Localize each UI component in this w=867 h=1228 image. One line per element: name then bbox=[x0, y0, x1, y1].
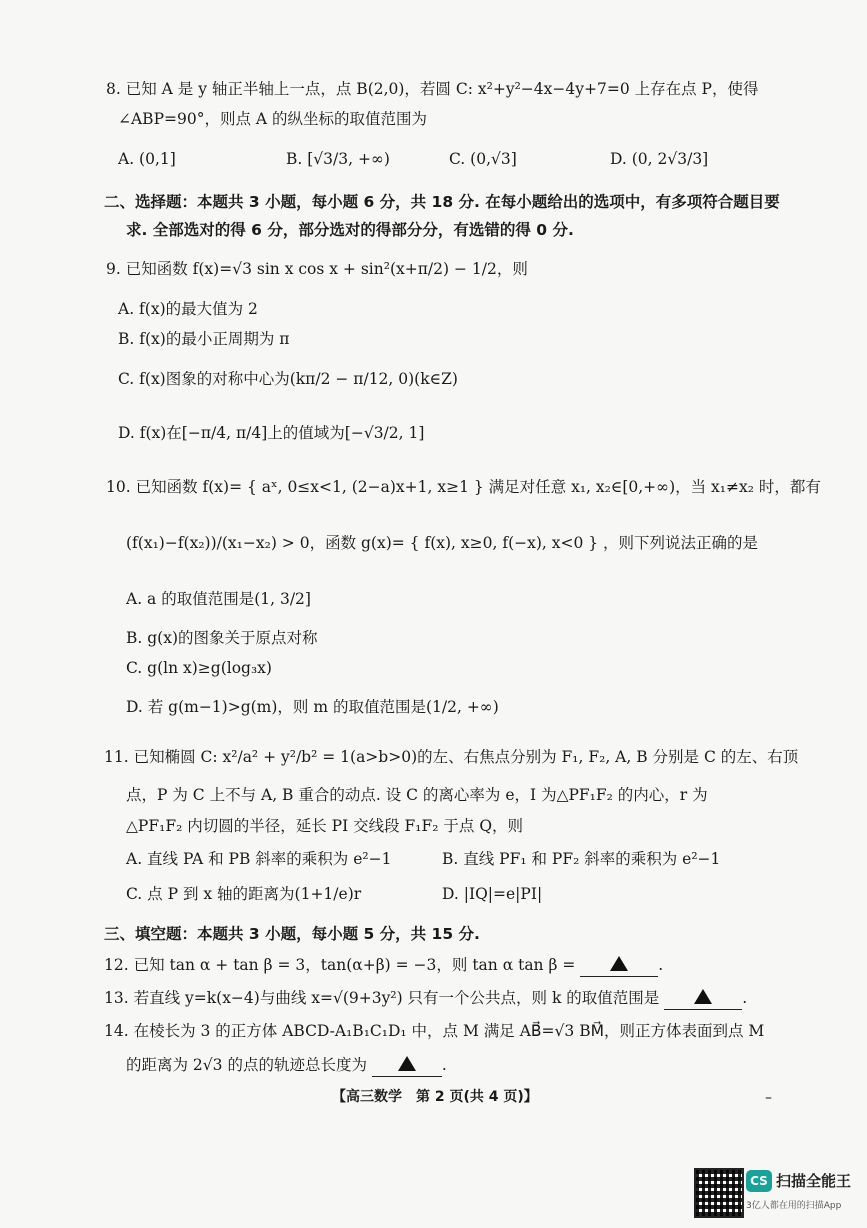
q13-answer-blank[interactable] bbox=[664, 987, 742, 1010]
q12-answer-blank[interactable] bbox=[580, 954, 658, 977]
q10-option-d: D. 若 g(m−1)>g(m)，则 m 的取值范围是(1/2, +∞) bbox=[126, 698, 499, 716]
q8-line2: ∠ABP=90°，则点 A 的纵坐标的取值范围为 bbox=[118, 110, 428, 128]
q14-text: 的距离为 2√3 的点的轨迹总长度为 bbox=[126, 1056, 367, 1074]
q11-line2: 点，P 为 C 上不与 A, B 重合的动点. 设 C 的离心率为 e，I 为△PF₁F₂ 的内心，r 为 bbox=[126, 786, 708, 804]
q12-text: 12. 已知 tan α + tan β = 3，tan(α+β) = −3，则 tan α tan β = bbox=[104, 956, 576, 974]
q11-option-a: A. 直线 PA 和 PB 斜率的乘积为 e²−1 bbox=[126, 850, 392, 868]
q10-option-c: C. g(ln x)≥g(log₃x) bbox=[126, 659, 272, 677]
scanner-app-name: 扫描全能王 bbox=[776, 1172, 852, 1190]
footer-dash: – bbox=[765, 1090, 772, 1106]
q13-text: 13. 若直线 y=k(x−4)与曲线 x=√(9+3y²) 只有一个公共点，则 k 的取值范围是 bbox=[104, 989, 660, 1007]
section-3-title: 三、填空题：本题共 3 小题，每小题 5 分，共 15 分. bbox=[104, 925, 480, 943]
q12: 12. 已知 tan α + tan β = 3，tan(α+β) = −3，则 tan α tan β = . bbox=[104, 954, 663, 977]
q9-option-d: D. f(x)在[−π/4, π/4]上的值域为[−√3/2, 1] bbox=[118, 424, 425, 442]
qr-code-icon bbox=[694, 1168, 744, 1218]
q9-option-a: A. f(x)的最大值为 2 bbox=[118, 300, 258, 318]
q8-option-b: B. [√3/3, +∞) bbox=[286, 150, 390, 168]
answer-triangle-icon bbox=[610, 956, 628, 971]
camscanner-logo-icon: CS bbox=[746, 1170, 772, 1192]
page-footer: 【高三数学 第 2 页(共 4 页)】 bbox=[332, 1089, 538, 1105]
section-2-line1: 二、选择题：本题共 3 小题，每小题 6 分，共 18 分. 在每小题给出的选项中，有多项符合题目要 bbox=[104, 193, 780, 211]
q10-line1: 10. 已知函数 f(x)= { aˣ, 0≤x<1, (2−a)x+1, x≥1 } 满足对任意 x₁, x₂∈[0,+∞)，当 x₁≠x₂ 时，都有 bbox=[106, 478, 821, 496]
q8-line1: 8. 已知 A 是 y 轴正半轴上一点，点 B(2,0)，若圆 C: x²+y²−4x−4y+7=0 上存在点 P，使得 bbox=[106, 80, 759, 98]
section-2-line2: 求. 全部选对的得 6 分，部分选对的得部分分，有选错的得 0 分. bbox=[126, 221, 574, 239]
scanner-app-tagline: 3亿人都在用的扫描App bbox=[746, 1201, 842, 1211]
answer-triangle-icon bbox=[694, 989, 712, 1004]
answer-triangle-icon bbox=[398, 1056, 416, 1071]
q10-option-b: B. g(x)的图象关于原点对称 bbox=[126, 629, 318, 647]
q13: 13. 若直线 y=k(x−4)与曲线 x=√(9+3y²) 只有一个公共点，则 k 的取值范围是 . bbox=[104, 987, 747, 1010]
q11-option-b: B. 直线 PF₁ 和 PF₂ 斜率的乘积为 e²−1 bbox=[442, 850, 721, 868]
q8-option-c: C. (0,√3] bbox=[449, 150, 517, 168]
q14-line2: 的距离为 2√3 的点的轨迹总长度为 . bbox=[126, 1054, 447, 1077]
q11-option-d: D. |IQ|=e|PI| bbox=[442, 885, 543, 903]
q11-line1: 11. 已知椭圆 C: x²/a² + y²/b² = 1(a>b>0)的左、右焦点分别为 F₁, F₂, A, B 分别是 C 的左、右顶 bbox=[104, 748, 799, 766]
q9-option-c: C. f(x)图象的对称中心为(kπ/2 − π/12, 0)(k∈Z) bbox=[118, 370, 458, 388]
q11-option-c: C. 点 P 到 x 轴的距离为(1+1/e)r bbox=[126, 885, 362, 903]
q10-option-a: A. a 的取值范围是(1, 3/2] bbox=[126, 590, 311, 608]
q9-stem: 9. 已知函数 f(x)=√3 sin x cos x + sin²(x+π/2) − 1/2，则 bbox=[106, 260, 528, 278]
q14-line1: 14. 在棱长为 3 的正方体 ABCD-A₁B₁C₁D₁ 中，点 M 满足 AB⃗=√3 BM⃗，则正方体表面到点 M bbox=[104, 1022, 765, 1040]
q8-option-d: D. (0, 2√3/3] bbox=[610, 150, 709, 168]
q10-line2: (f(x₁)−f(x₂))/(x₁−x₂) > 0，函数 g(x)= { f(x), x≥0, f(−x), x<0 } ，则下列说法正确的是 bbox=[126, 534, 759, 552]
q9-option-b: B. f(x)的最小正周期为 π bbox=[118, 330, 290, 348]
q14-answer-blank[interactable] bbox=[372, 1054, 442, 1077]
q11-line3: △PF₁F₂ 内切圆的半径，延长 PI 交线段 F₁F₂ 于点 Q，则 bbox=[126, 817, 524, 835]
q8-option-a: A. (0,1] bbox=[118, 150, 176, 168]
